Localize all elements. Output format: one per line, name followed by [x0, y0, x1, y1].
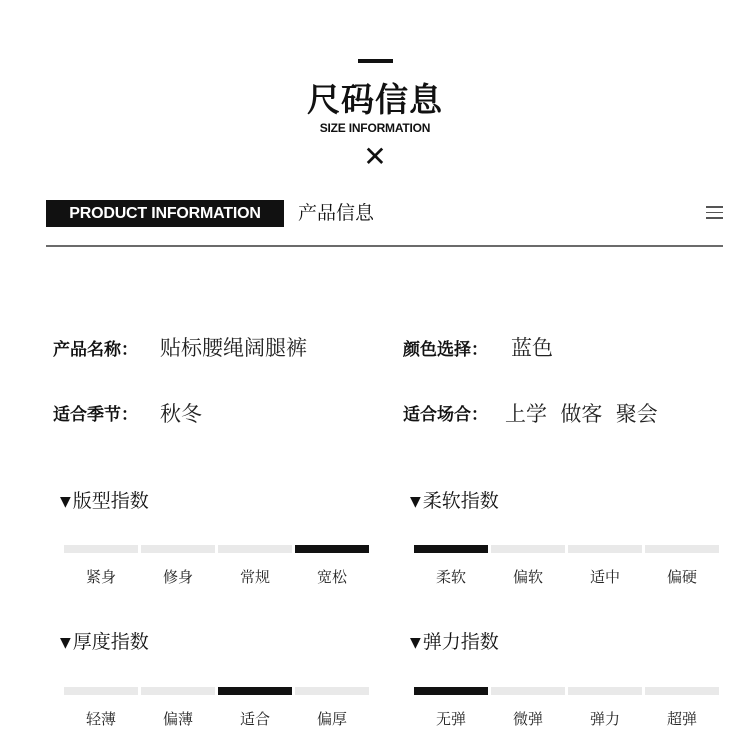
scale-segment-selected: [218, 687, 292, 695]
color-value: 蓝色: [511, 336, 553, 360]
scale-option-label: 无弹: [435, 710, 466, 728]
product-name-label: 产品名称：: [53, 340, 138, 360]
scale-option-label: 紧身: [85, 568, 116, 586]
size-info-title: 尺码信息: [307, 80, 443, 119]
scale-segment: [568, 545, 642, 553]
scale-segment: [568, 687, 642, 695]
product-name-value: 贴标腰绳阔腿裤: [160, 336, 307, 360]
index-title-text: 厚度指数: [72, 631, 149, 653]
scale-segment: [491, 545, 565, 553]
scale-option-label: 偏薄: [162, 710, 193, 728]
product-info-badge: PRODUCT INFORMATION: [46, 200, 284, 227]
scale-option-label: 常规: [239, 568, 270, 586]
scale-option-label: 适合: [239, 710, 270, 728]
triangle-down-icon: ▼: [60, 635, 71, 651]
index-title: [410, 629, 499, 657]
scale-option-label: 柔软: [435, 568, 466, 586]
section-divider: [46, 245, 723, 247]
scale-option-label: 宽松: [316, 568, 347, 586]
scale-segment: [218, 545, 292, 553]
scale-segment-selected: [414, 687, 488, 695]
top-dash-decoration: [358, 59, 393, 63]
scale-segment: [645, 687, 719, 695]
index-title-text: 柔软指数: [422, 490, 499, 512]
scale-option-label: 偏软: [512, 568, 543, 586]
scale-segment: [295, 687, 369, 695]
season-label: 适合季节：: [53, 405, 138, 425]
index-title-text: 弹力指数: [422, 631, 499, 653]
scale-segment-selected: [414, 545, 488, 553]
index-title: [410, 488, 499, 516]
scale-segment: [64, 545, 138, 553]
size-info-subtitle: SIZE INFORMATION: [319, 121, 431, 135]
scale-segment: [645, 545, 719, 553]
scale-segment-selected: [295, 545, 369, 553]
scale-segment: [141, 545, 215, 553]
menu-icon[interactable]: [706, 206, 723, 220]
triangle-down-icon: ▼: [410, 494, 421, 510]
index-title: [60, 629, 149, 657]
product-info-title: 产品信息: [298, 202, 375, 224]
scale-option-label: 适中: [589, 568, 620, 586]
occasion-label: 适合场合：: [403, 405, 488, 425]
close-icon[interactable]: ✕: [363, 140, 387, 173]
scale-segment: [64, 687, 138, 695]
triangle-down-icon: ▼: [60, 494, 71, 510]
occasion-value: 上学 做客 聚会: [505, 402, 658, 426]
index-title-text: 版型指数: [72, 490, 149, 512]
scale-option-label: 弹力: [589, 710, 620, 728]
index-title: [60, 488, 149, 516]
scale-segment: [491, 687, 565, 695]
season-value: 秋冬: [160, 402, 202, 426]
scale-option-label: 超弹: [666, 710, 697, 728]
triangle-down-icon: ▼: [410, 635, 421, 651]
color-label: 颜色选择：: [403, 340, 488, 360]
scale-option-label: 轻薄: [85, 710, 116, 728]
scale-option-label: 修身: [162, 568, 193, 586]
scale-option-label: 偏硬: [666, 568, 697, 586]
scale-segment: [141, 687, 215, 695]
scale-option-label: 微弹: [512, 710, 543, 728]
scale-option-label: 偏厚: [316, 710, 347, 728]
